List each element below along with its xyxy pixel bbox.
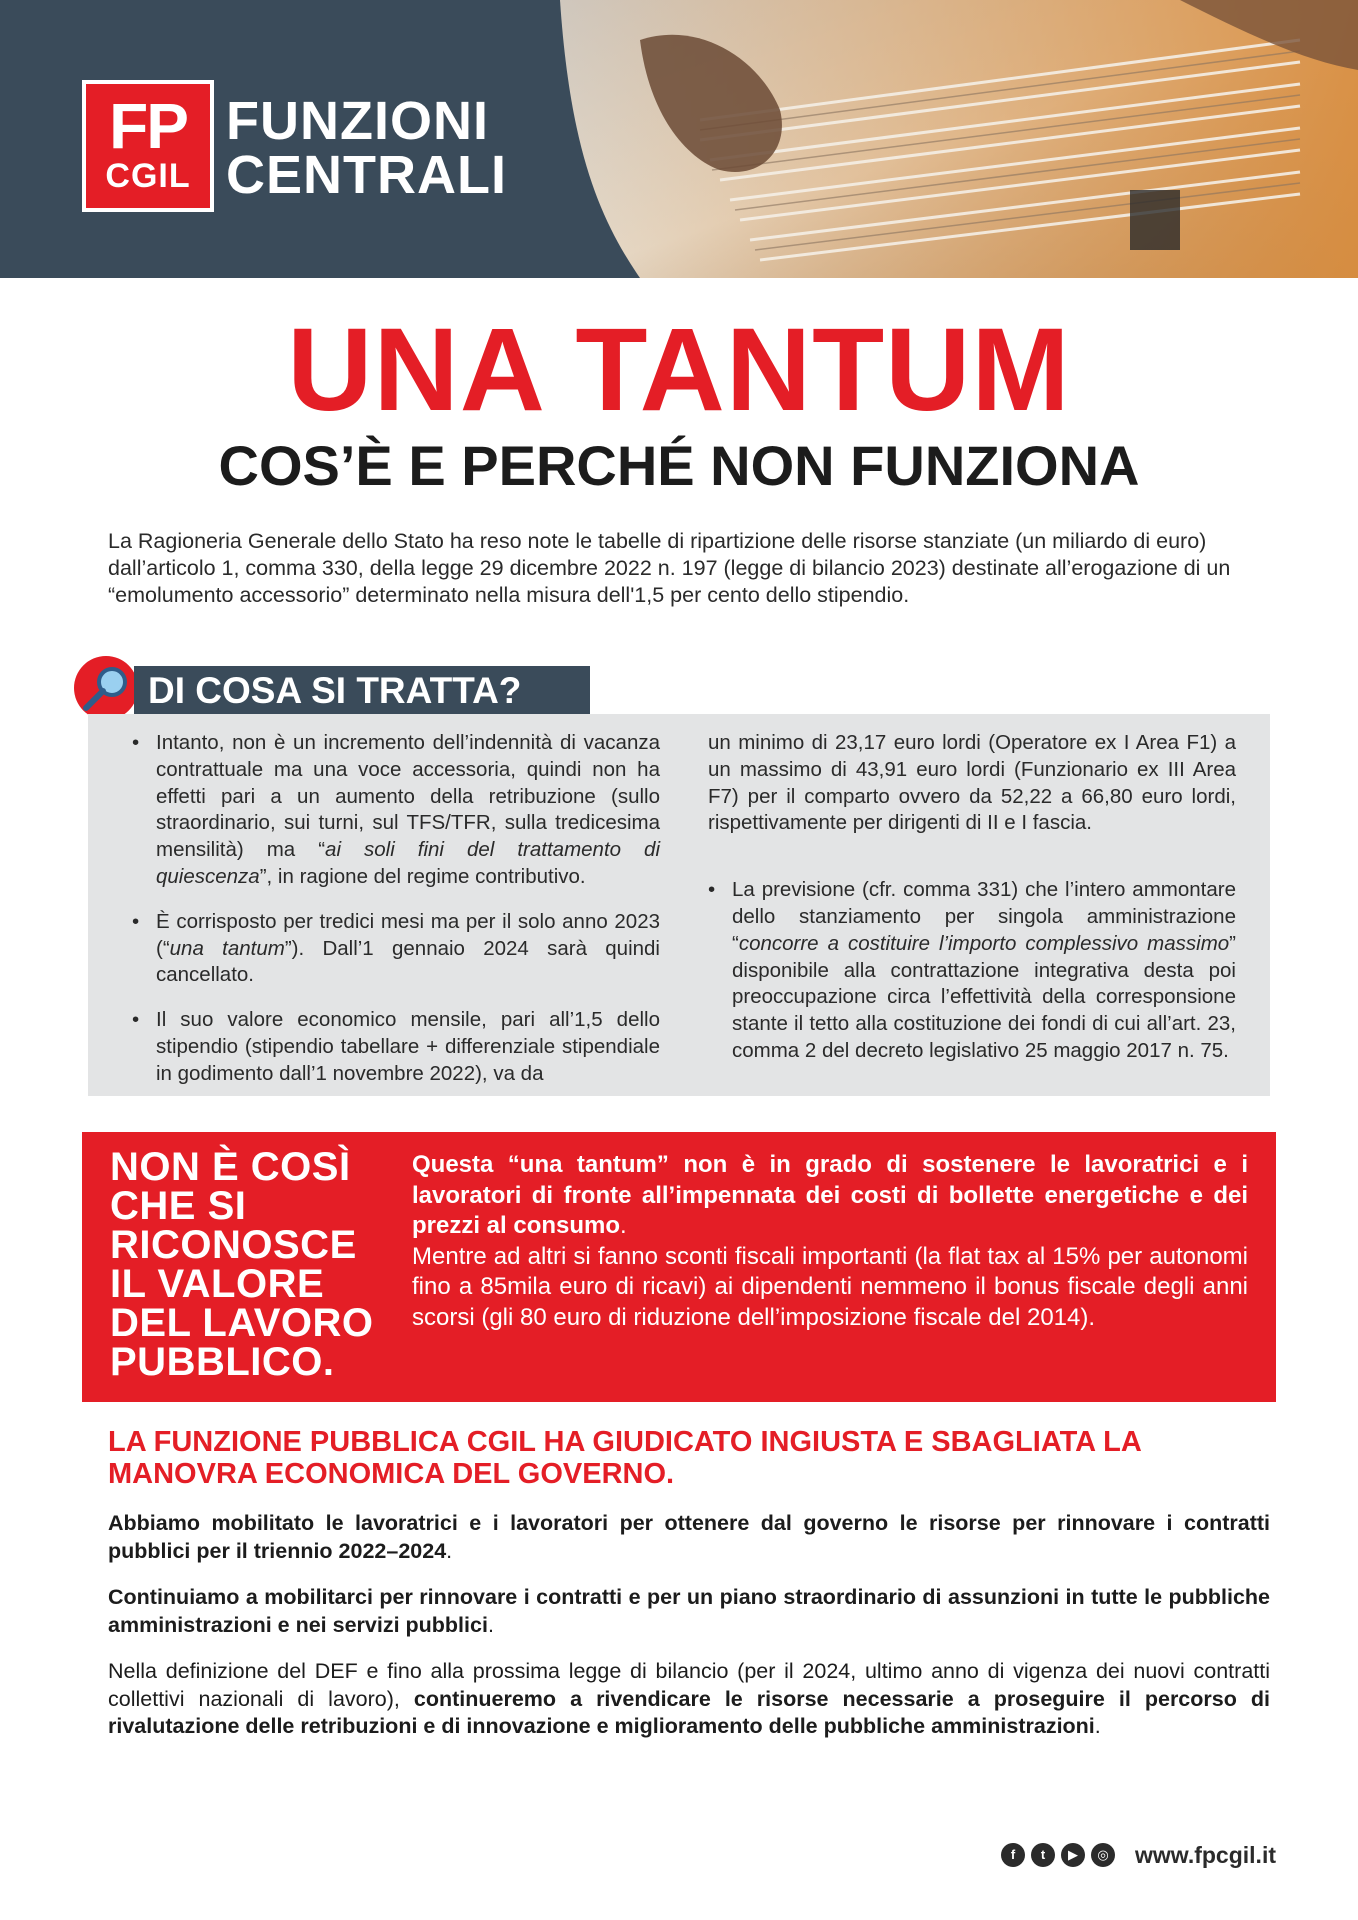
list-item: [132, 1007, 660, 1087]
list-item-continuation: un minimo di 23,17 euro lordi (Operatore ex I Area F1) a un massimo di 43,91 euro lordi (Funzionario ex III Area F7) per il comparto ovvero da 52,22 a 66,80 euro lordi, rispettivamente per dirigenti di II e I fascia.: [708, 731, 1236, 835]
logo-line2: CENTRALI: [226, 145, 507, 205]
bullet-emphasis: ai soli fini del trattamento di quiescenza: [156, 838, 661, 888]
instagram-icon[interactable]: ◎: [1091, 1843, 1115, 1867]
section-heading-text: DI COSA SI TRATTA?: [148, 670, 522, 711]
logo-fp: FP: [109, 90, 187, 162]
header-banner: [0, 0, 1358, 278]
paragraph-bold: Abbiamo mobilitato le lavoratrici e i lavoratori per ottenere dal governo le risorse per rinnovare i contratti pubblici per il triennio 2022–2024: [108, 1511, 1270, 1563]
paragraph-normal: Nella definizione del DEF e fino alla prossima legge di bilancio (per il 2024, ultimo anno di vigenza dei nuovi contratti collettivi nazionali di lavoro),: [108, 1659, 1270, 1711]
bullet-emphasis: una tantum: [169, 936, 285, 960]
bullet-text: Il suo valore economico mensile, pari all’1,5 dello stipendio (stipendio tabellare + differenziale stipendiale in godimento dall’1 novembre 2022), va da: [156, 1008, 660, 1085]
bullet-text: La previsione (cfr. comma 331) che l’intero ammontare dello stanziamento per singola amministrazione “: [732, 878, 1236, 955]
magnifier-icon: [74, 656, 138, 720]
youtube-icon[interactable]: ▶: [1061, 1843, 1085, 1867]
bullet-text: ” disponibile alla contrattazione integrativa desta poi preoccupazione circa l’effettività della corresponsione stante il tetto alla costituzione dei fondi di cui all’art. 23, comma 2 del decreto legislativo 25 maggio 2017 n. 75.: [732, 931, 1236, 1062]
highlight-bold-end: .: [620, 1212, 627, 1239]
list-item: [132, 730, 660, 891]
highlight-bold: Questa “una tantum” non è in grado di sostenere le lavoratrici e i lavoratori di fronte all’impennata dei costi di bollette energetiche e dei prezzi al consumo: [412, 1151, 1248, 1239]
paragraph-end: .: [1094, 1714, 1101, 1738]
highlight-slogan: NON È COSÌ CHE SI RICONOSCE IL VALORE DEL LAVORO PUBBLICO.: [110, 1145, 374, 1384]
logo-cgil: CGIL: [105, 157, 191, 195]
info-panel: [88, 714, 1270, 1096]
highlight-normal: Mentre ad altri si fanno sconti fiscali importanti (la flat tax al 15% per autonomi fino a 85mila euro di ricavi) ai dipendenti nemmeno il bonus fiscale degli anni scorsi (gli 80 euro di riduzione dell’imposizione fiscale del 2014).: [412, 1242, 1248, 1331]
paragraph-end: .: [487, 1612, 494, 1637]
highlight-text: [412, 1150, 1248, 1333]
page-title: UNA TANTUM: [287, 304, 1071, 436]
bullet-text: È corrisposto per tredici mesi ma per il solo anno 2023 (“: [156, 909, 660, 960]
facebook-icon[interactable]: f: [1001, 1843, 1025, 1867]
list-item: [708, 877, 1236, 1065]
bullet-text: ”, in ragione del regime contributivo.: [259, 864, 586, 888]
footer: [1001, 1840, 1276, 1870]
bullet-text: ”). Dall’1 gennaio 2024 sarà quindi cancellato.: [156, 936, 660, 987]
info-column-left: [132, 730, 660, 1106]
paragraph-bold: Continuiamo a mobilitarci per rinnovare i contratti e per un piano straordinario di assunzioni in tutte le pubbliche amministrazioni e nei servizi pubblici: [108, 1585, 1270, 1637]
paragraph-def: [108, 1658, 1270, 1741]
bullet-emphasis: concorre a costituire l’importo complessivo massimo: [738, 931, 1230, 955]
logo-line1: FUNZIONI: [226, 91, 489, 151]
logo-text: [226, 91, 507, 205]
manovra-heading: LA FUNZIONE PUBBLICA CGIL HA GIUDICATO INGIUSTA E SBAGLIATA LA MANOVRA ECONOMICA DEL GOVERNO.: [108, 1426, 1141, 1490]
highlight-box: [82, 1132, 1276, 1402]
fp-cgil-logo: [82, 80, 214, 212]
paragraph-mobilitato: [108, 1510, 1270, 1565]
list-item: [132, 909, 660, 989]
paragraph-continuiamo: [108, 1584, 1270, 1639]
website-link[interactable]: www.fpcgil.it: [1135, 1841, 1276, 1868]
paragraph-end: .: [446, 1538, 453, 1563]
info-column-right: [708, 730, 1236, 1083]
section-heading: [134, 666, 590, 714]
page-subtitle: COS’È E PERCHÉ NON FUNZIONA: [218, 434, 1140, 497]
twitter-icon[interactable]: t: [1031, 1843, 1055, 1867]
intro-paragraph: La Ragioneria Generale dello Stato ha reso note le tabelle di ripartizione delle risorse stanziate (un miliardo di euro) dall’articolo 1, comma 330, della legge 29 dicembre 2022 n. 197 (legge di bilancio 2023) destinate all’erogazione di un “emolumento accessorio” determinato nella misura dell'1,5 per cento dello stipendio.: [108, 529, 1231, 607]
paragraph-bold: continueremo a rivendicare le risorse necessarie a proseguire il percorso di rivalutazione delle retribuzioni e di innovazione e miglioramento delle pubbliche amministrazioni: [108, 1686, 1270, 1738]
bullet-text: Intanto, non è un incremento dell’indennità di vacanza contrattuale ma una voce accessoria, quindi non ha effetti pari a un aumento della retribuzione (sullo straordinario, sui turni, sul TFS/TFR, sulla tredicesima mensilità) ma “: [156, 731, 660, 862]
